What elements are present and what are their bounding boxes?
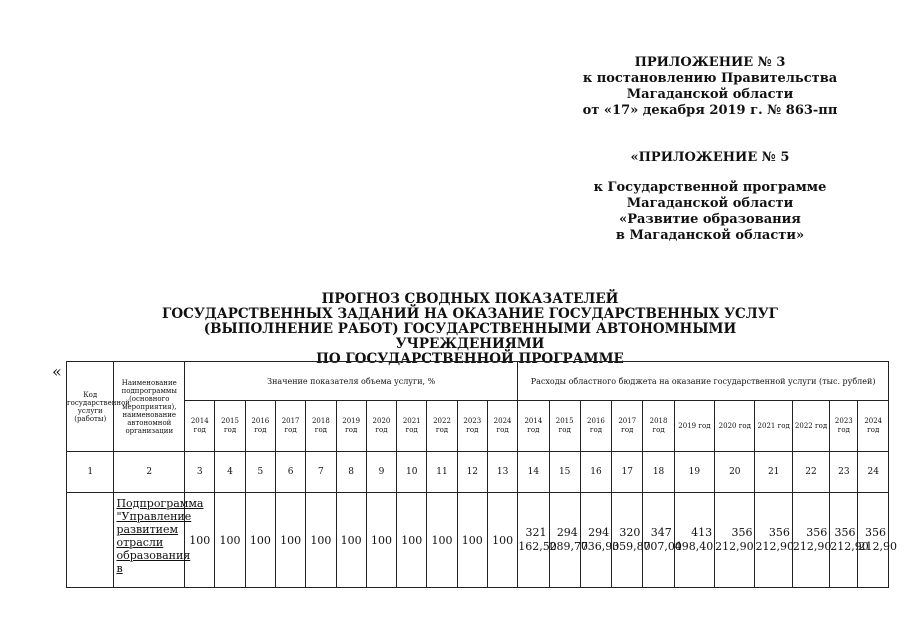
row-value: 100: [275, 493, 305, 588]
appendix-3-header: [560, 55, 860, 119]
header-expenses-group: Расходы областного бюджета на оказание государственной услуги (тыс. рублей): [518, 362, 889, 401]
column-number: 21: [755, 452, 792, 493]
row-expense: 356 212,90: [830, 493, 858, 588]
column-number: 18: [643, 452, 674, 493]
column-number: 14: [518, 452, 549, 493]
column-number-row: [67, 452, 889, 493]
year-header: 2021 год: [755, 401, 792, 452]
column-number: 24: [858, 452, 889, 493]
column-number: 3: [185, 452, 215, 493]
year-header: 2023 год: [457, 401, 487, 452]
opening-quote: «: [52, 362, 62, 381]
row-expense: 294 736,90: [580, 493, 611, 588]
column-number: 4: [215, 452, 245, 493]
row-expense: 294 289,70: [549, 493, 580, 588]
year-header: 2020 год: [715, 401, 755, 452]
column-number: 15: [549, 452, 580, 493]
appendix-5-line: «Развитие образования: [619, 212, 801, 227]
column-number: 12: [457, 452, 487, 493]
year-header: 2021 год: [397, 401, 427, 452]
row-expense: 356 212,90: [755, 493, 792, 588]
year-header: 2014 год: [518, 401, 549, 452]
appendix-3-date: от «17» декабря 2019 г. № 863-пп: [582, 103, 838, 118]
row-expense: 413 498,40: [674, 493, 714, 588]
row-value: 100: [457, 493, 487, 588]
year-header: 2016 год: [580, 401, 611, 452]
row-value: 100: [336, 493, 366, 588]
column-number: 8: [336, 452, 366, 493]
row-expense: 320 359,80: [612, 493, 643, 588]
header-code: Код государственной услуги (работы): [67, 362, 114, 452]
year-header: 2019 год: [674, 401, 714, 452]
header-values-group: Значение показателя объема услуги, %: [185, 362, 518, 401]
column-number: 2: [114, 452, 185, 493]
title-line: ГОСУДАРСТВЕННЫХ ЗАДАНИЙ НА ОКАЗАНИЕ ГОСУДАРСТВЕННЫХ УСЛУГ: [162, 306, 778, 322]
column-number: 6: [275, 452, 305, 493]
year-header: 2018 год: [643, 401, 674, 452]
header-row-years: [67, 401, 889, 452]
column-number: 17: [612, 452, 643, 493]
column-number: 5: [245, 452, 275, 493]
year-header: 2024 год: [858, 401, 889, 452]
header-name: Наименование подпрограммы (основного мероприятия), наименование автономной организации: [114, 362, 185, 452]
appendix-5-line: в Магаданской области»: [615, 228, 805, 243]
appendix-5-line: к Государственной программе: [593, 180, 827, 195]
column-number: 19: [674, 452, 714, 493]
row-expense: 356 212,90: [858, 493, 889, 588]
column-number: 7: [306, 452, 336, 493]
forecast-table: [66, 361, 897, 588]
column-number: 23: [830, 452, 858, 493]
appendix-5-header: [560, 150, 860, 244]
row-value: 100: [185, 493, 215, 588]
appendix-3-title: ПРИЛОЖЕНИЕ № 3: [634, 55, 786, 70]
table-row: [67, 493, 889, 588]
row-expense: 321 162,50: [518, 493, 549, 588]
year-header: 2016 год: [245, 401, 275, 452]
year-header: 2017 год: [612, 401, 643, 452]
year-header: 2014 год: [185, 401, 215, 452]
column-number: 22: [792, 452, 829, 493]
row-value: 100: [245, 493, 275, 588]
title-line: ПО ГОСУДАРСТВЕННОЙ ПРОГРАММЕ: [316, 351, 624, 367]
appendix-5-title: «ПРИЛОЖЕНИЕ № 5: [630, 150, 790, 165]
row-value: 100: [487, 493, 517, 588]
year-header: 2020 год: [366, 401, 396, 452]
column-number: 13: [487, 452, 517, 493]
row-value: 100: [427, 493, 457, 588]
column-number: 1: [67, 452, 114, 493]
row-value: 100: [366, 493, 396, 588]
title-line: ПРОГНОЗ СВОДНЫХ ПОКАЗАТЕЛЕЙ: [321, 291, 619, 307]
year-header: 2022 год: [427, 401, 457, 452]
row-value: 100: [306, 493, 336, 588]
column-number: 20: [715, 452, 755, 493]
year-header: 2023 год: [830, 401, 858, 452]
row-expense: 356 212,90: [792, 493, 829, 588]
row-value: 100: [397, 493, 427, 588]
title-line: (ВЫПОЛНЕНИЕ РАБОТ) ГОСУДАРСТВЕННЫМИ АВТОНОМНЫМИ УЧРЕЖДЕНИЯМИ: [203, 321, 737, 352]
row-expense: 356 212,90: [715, 493, 755, 588]
column-number: 11: [427, 452, 457, 493]
year-header: 2017 год: [275, 401, 305, 452]
year-header: 2015 год: [215, 401, 245, 452]
column-number: 16: [580, 452, 611, 493]
row-expense: 347 707,00: [643, 493, 674, 588]
column-number: 9: [366, 452, 396, 493]
document-title: [130, 292, 810, 367]
appendix-3-line: Магаданской области: [626, 87, 794, 102]
year-header: 2019 год: [336, 401, 366, 452]
appendix-3-line: к постановлению Правительства: [582, 71, 838, 86]
subprogram-name-text: Подпрограмма "Управление развитием отрасли образования в: [116, 497, 204, 575]
row-code: [67, 493, 114, 588]
column-number: 10: [397, 452, 427, 493]
year-header: 2015 год: [549, 401, 580, 452]
year-header: 2022 год: [792, 401, 829, 452]
row-value: 100: [215, 493, 245, 588]
header-row-top: [67, 362, 889, 401]
year-header: 2018 год: [306, 401, 336, 452]
year-header: 2024 год: [487, 401, 517, 452]
appendix-5-line: Магаданской области: [626, 196, 794, 211]
